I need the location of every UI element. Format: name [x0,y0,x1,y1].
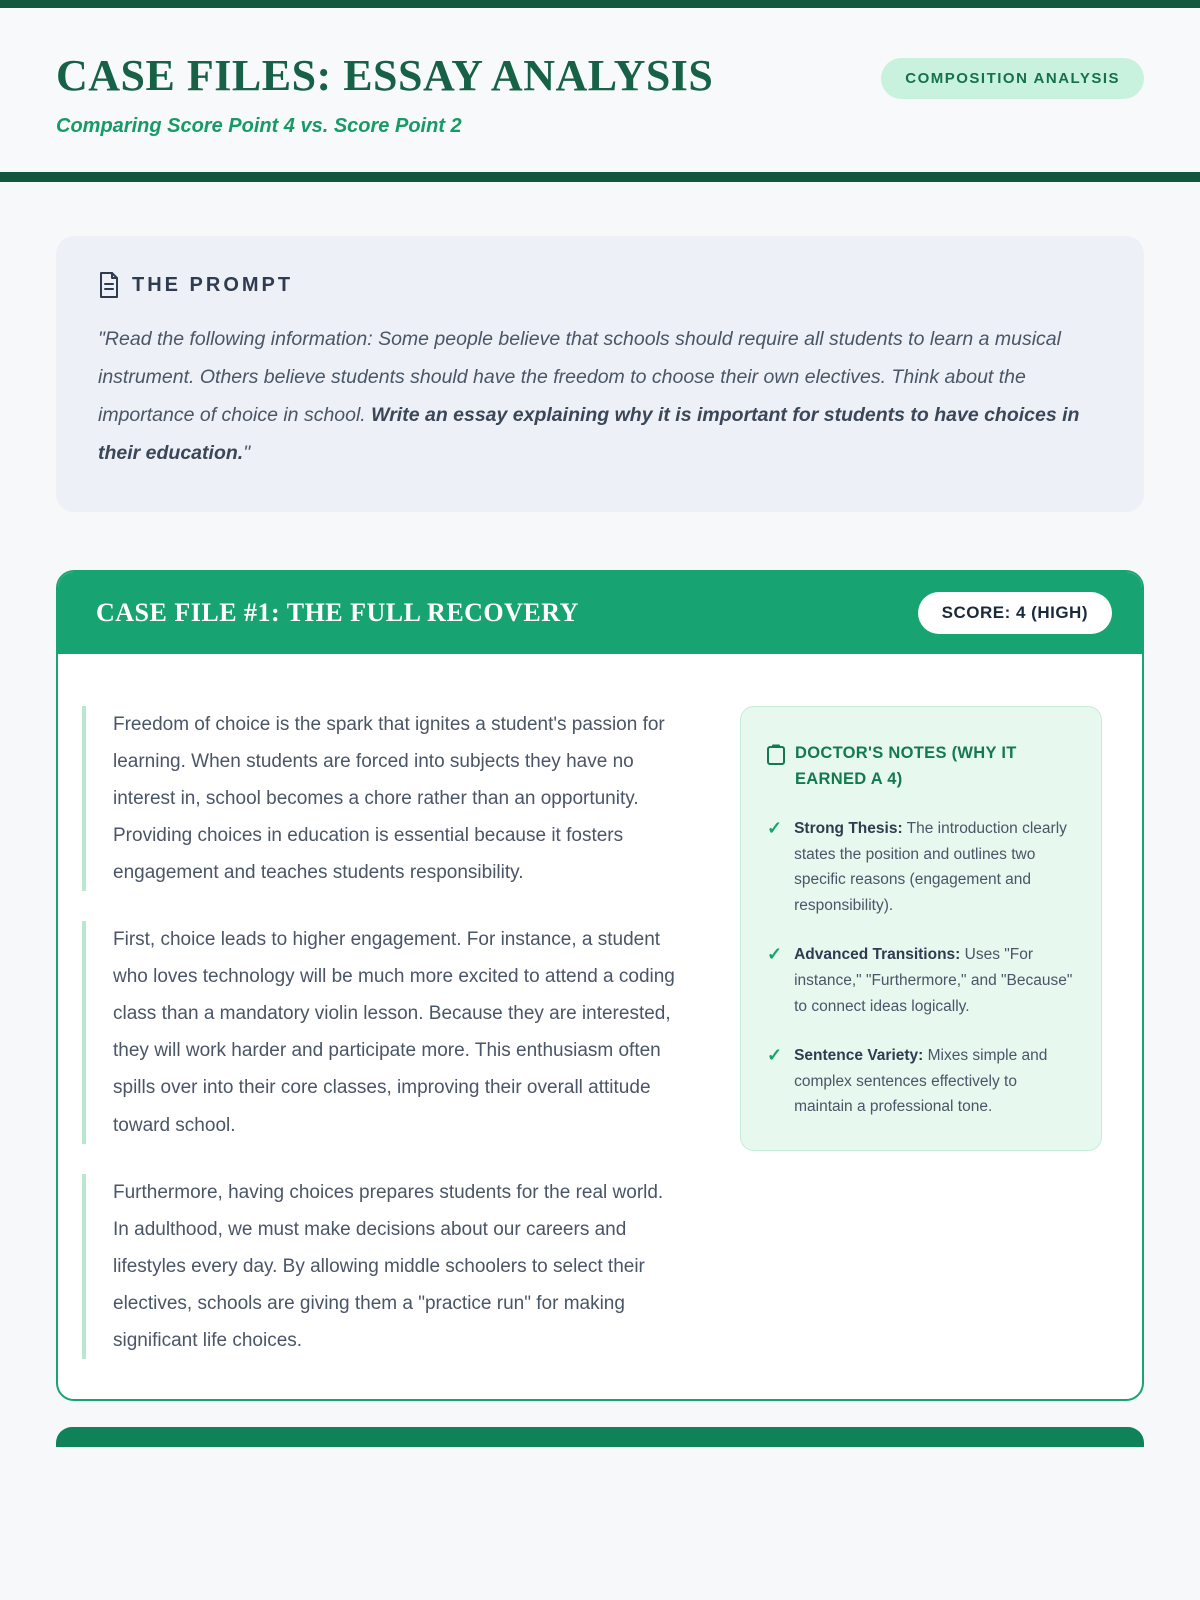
check-icon: ✓ [767,1045,783,1066]
page-title: CASE FILES: ESSAY ANALYSIS [56,51,714,100]
prompt-heading: THE PROMPT [132,273,294,296]
composition-analysis-badge: COMPOSITION ANALYSIS [881,58,1144,99]
prompt-text-endquote: " [243,442,251,465]
note-text-block [794,1043,1075,1120]
prompt-text-regular: "Read the following information: Some people believe that schools should require all students to learn a musical instrument. Others believe students should have the freedom to choose their own electives. Think about the importance of choice in school. [98,328,1061,427]
note-text: Uses "For instance," "Furthermore," and "Because" to connect ideas logically. [794,946,1073,1015]
page-header [0,8,1200,172]
prompt-text-bold: Write an essay explaining why it is important for students to have choices in their education. [98,404,1080,465]
essay-column [82,706,682,1359]
clipboard-icon [767,741,785,765]
note-label: Sentence Variety: [794,1047,924,1065]
essay-paragraph-3: Furthermore, having choices prepares students for the real world. In adulthood, we must make decisions about our careers and lifestyles every day. By allowing middle schoolers to select their electives, schools are giving them a "practice run" for making significant life choices. [82,1174,682,1359]
prompt-text [98,320,1102,472]
doctors-notes-card [740,706,1102,1151]
check-icon: ✓ [767,944,783,965]
doctors-notes-heading: DOCTOR'S NOTES (WHY IT EARNED A 4) [795,744,1017,788]
document-icon [98,272,120,298]
page-subtitle: Comparing Score Point 4 vs. Score Point 2 [56,115,462,137]
case-file-1-card [56,570,1144,1401]
note-text-block [794,942,1075,1019]
note-text-block [794,816,1075,918]
note-item [767,816,1075,918]
note-label: Strong Thesis: [794,820,903,838]
case-file-1-title: CASE FILE #1: THE FULL RECOVERY [96,598,579,628]
score-badge: SCORE: 4 (HIGH) [918,592,1112,634]
essay-paragraph-2: First, choice leads to higher engagement. For instance, a student who loves technology will be much more excited to attend a coding class than a mandatory violin lesson. Because they are interested, they will work harder and participate more. This enthusiasm often spills over into their core classes, improving their overall attitude toward school. [82,921,682,1143]
check-icon: ✓ [767,818,783,839]
prompt-card [56,236,1144,512]
header-divider [0,172,1200,182]
note-item [767,1043,1075,1120]
note-text: The introduction clearly states the position and outlines two specific reasons (engagement and responsibility). [794,820,1067,914]
note-item [767,942,1075,1019]
essay-paragraph-1: Freedom of choice is the spark that ignites a student's passion for learning. When students are forced into subjects they have no interest in, school becomes a chore rather than an opportunity. Providing choices in education is essential because it fosters engagement and teaches students responsibility. [82,706,682,891]
case-file-1-header [58,572,1142,654]
notes-column [740,706,1102,1359]
next-case-card-top-edge [56,1427,1144,1447]
top-accent-strip [0,0,1200,8]
note-label: Advanced Transitions: [794,946,961,964]
main-content [0,236,1200,1401]
note-text: Mixes simple and complex sentences effectively to maintain a professional tone. [794,1047,1048,1116]
